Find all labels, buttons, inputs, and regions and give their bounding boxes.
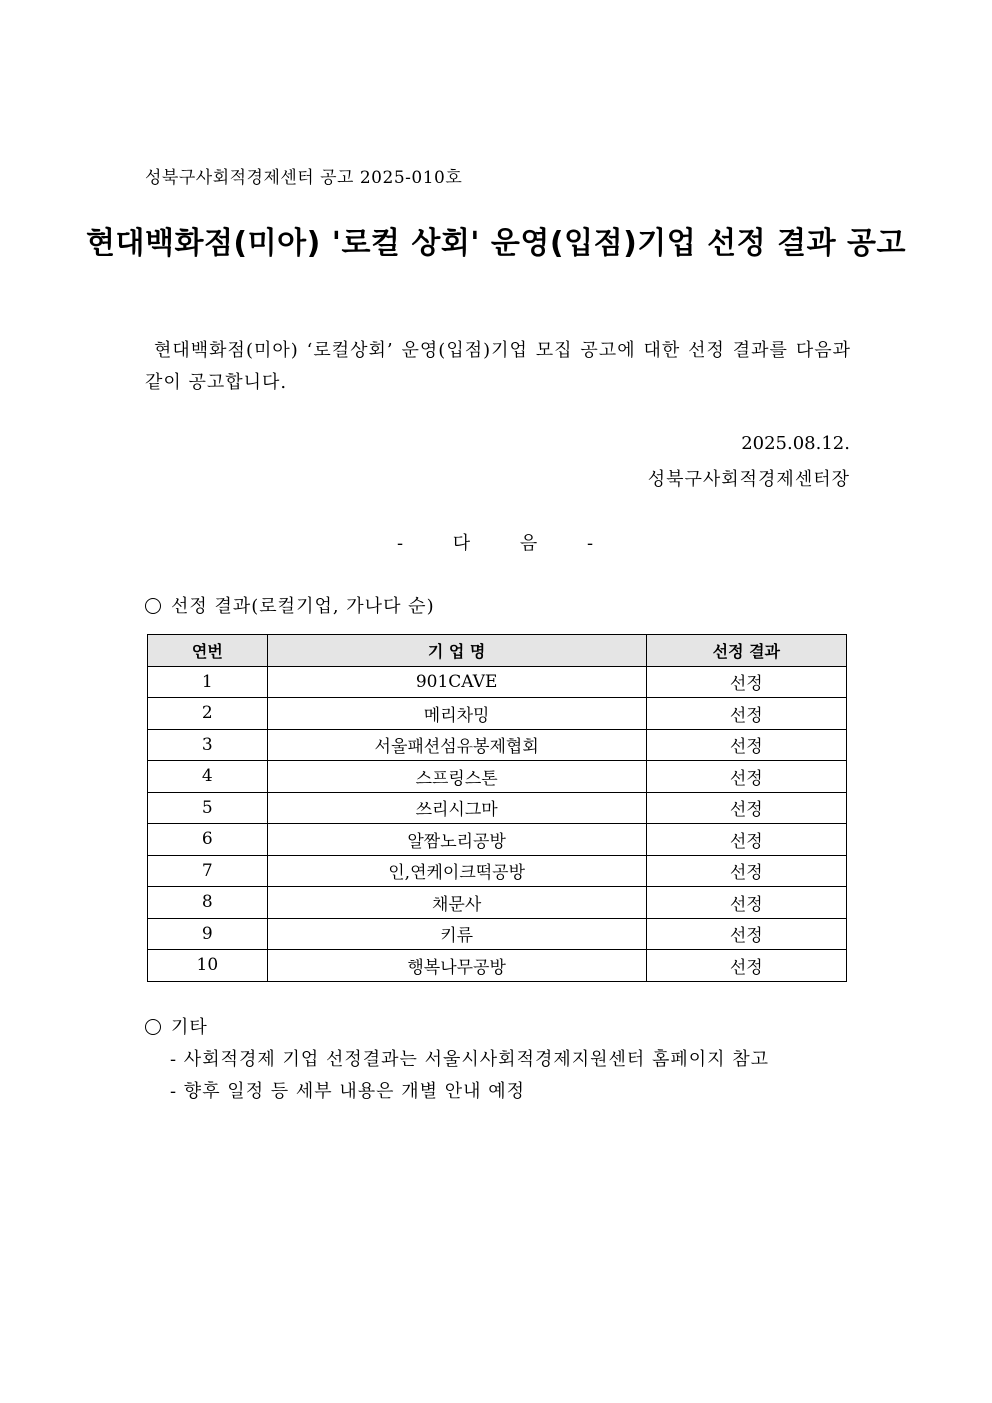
cell-result: 선정 <box>646 950 846 982</box>
cell-result: 선정 <box>646 887 846 919</box>
circle-bullet-icon <box>145 1019 161 1035</box>
table-row <box>148 887 847 919</box>
table-row <box>148 666 847 698</box>
table-row <box>148 698 847 730</box>
cell-result: 선정 <box>646 918 846 950</box>
cell-number: 10 <box>148 950 268 982</box>
header-result: 선정 결과 <box>646 635 846 667</box>
cell-company: 행복나무공방 <box>267 950 646 982</box>
cell-number: 6 <box>148 824 268 856</box>
page-title: 현대백화점(미아) '로컬 상회' 운영(입점)기업 선정 결과 공고 <box>86 226 906 261</box>
cell-number: 7 <box>148 855 268 887</box>
cell-number: 1 <box>148 666 268 698</box>
section-results-title: 선정 결과(로컬기업, 가나다 순) <box>171 596 435 617</box>
cell-result: 선정 <box>646 792 846 824</box>
cell-company: 쓰리시그마 <box>267 792 646 824</box>
other-item: - 사회적경제 기업 선정결과는 서울시사회적경제지원센터 홈페이지 참고 <box>170 1049 770 1070</box>
cell-number: 4 <box>148 761 268 793</box>
section-results <box>145 592 435 618</box>
header-number: 연번 <box>148 635 268 667</box>
cell-company: 알짬노리공방 <box>267 824 646 856</box>
notice-date: 2025.08.12. <box>741 433 850 454</box>
cell-company: 인,연케이크떡공방 <box>267 855 646 887</box>
cell-result: 선정 <box>646 855 846 887</box>
cell-result: 선정 <box>646 824 846 856</box>
cell-result: 선정 <box>646 729 846 761</box>
cell-number: 9 <box>148 918 268 950</box>
cell-company: 스프링스톤 <box>267 761 646 793</box>
other-item: - 향후 일정 등 세부 내용은 개별 안내 예정 <box>170 1081 526 1102</box>
cell-number: 8 <box>148 887 268 919</box>
table-row <box>148 918 847 950</box>
cell-company: 키류 <box>267 918 646 950</box>
table-row <box>148 855 847 887</box>
cell-result: 선정 <box>646 666 846 698</box>
table-row <box>148 950 847 982</box>
cell-number: 5 <box>148 792 268 824</box>
table-row <box>148 792 847 824</box>
notice-number: 성북구사회적경제센터 공고 2025-010호 <box>145 168 463 188</box>
cell-number: 2 <box>148 698 268 730</box>
circle-bullet-icon <box>145 598 161 614</box>
signer: 성북구사회적경제센터장 <box>647 469 850 490</box>
section-other-title: 기타 <box>171 1017 208 1038</box>
intro-paragraph <box>145 335 851 399</box>
cell-company: 채문사 <box>267 887 646 919</box>
table-row <box>148 761 847 793</box>
cell-result: 선정 <box>646 698 846 730</box>
cell-company: 서울패션섬유봉제협회 <box>267 729 646 761</box>
below-heading: - 다 음 - <box>396 533 596 554</box>
cell-result: 선정 <box>646 761 846 793</box>
intro-text: 현대백화점(미아) ‘로컬상회’ 운영(입점)기업 모집 공고에 대한 선정 결과를 다음과 같이 공고합니다. <box>145 340 851 393</box>
table-row <box>148 824 847 856</box>
cell-number: 3 <box>148 729 268 761</box>
table-row <box>148 729 847 761</box>
cell-company: 901CAVE <box>267 666 646 698</box>
table-header-row <box>148 635 847 667</box>
header-company: 기 업 명 <box>267 635 646 667</box>
results-table <box>147 634 847 982</box>
cell-company: 메리차밍 <box>267 698 646 730</box>
section-other <box>145 1013 208 1039</box>
